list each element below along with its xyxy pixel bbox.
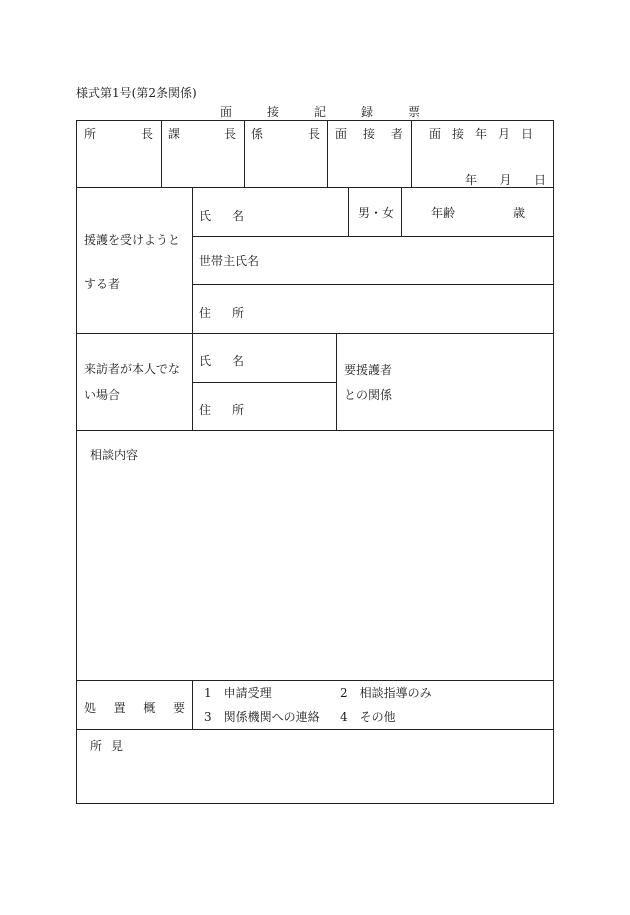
row-divider: [192, 236, 553, 237]
applicant-name-label: 氏 名: [199, 209, 244, 223]
visitor-label: い場合: [84, 388, 121, 402]
interview-date-label: 面 接 年 月 日: [429, 127, 533, 141]
section-chief-label: 課 長: [168, 127, 236, 141]
form-number: 様式第1号(第2条関係): [76, 86, 197, 100]
col-divider: [401, 187, 402, 236]
interview-date-units: 年 月 日: [465, 173, 546, 187]
row-divider: [77, 680, 553, 681]
visitor-name-label: 氏 名: [199, 354, 244, 368]
disposition-option: 4 その他: [340, 710, 396, 724]
disposition-option: 2 相談指導のみ: [340, 686, 432, 700]
consultation-label: 相談内容: [90, 448, 139, 462]
opinion-label: 所 見: [90, 739, 123, 753]
row-divider: [77, 430, 553, 431]
col-divider: [411, 121, 412, 187]
relation-label: との関係: [344, 388, 393, 402]
col-divider: [192, 680, 193, 729]
household-head-label: 世帯主氏名: [199, 254, 260, 268]
interview-record-form: [76, 120, 554, 804]
row-divider: [77, 333, 553, 334]
title-char: 面: [220, 105, 233, 119]
form-title: [220, 103, 420, 120]
row-divider: [192, 284, 553, 285]
relation-label: 要援護者: [344, 363, 393, 377]
row-divider: [77, 729, 553, 730]
disposition-option: 1 申請受理: [204, 686, 272, 700]
col-divider: [244, 121, 245, 187]
col-divider: [336, 333, 337, 430]
visitor-address-label: 住 所: [199, 403, 244, 417]
chief-label: 所 長: [84, 127, 153, 141]
disposition-label: 処 置 概 要: [84, 701, 185, 715]
age-label: 年齢: [431, 206, 456, 220]
col-divider: [161, 121, 162, 187]
subsection-chief-label: 係 長: [251, 127, 320, 141]
visitor-label: 来訪者が本人でな: [84, 362, 181, 376]
title-char: 票: [407, 105, 420, 119]
title-char: 録: [360, 105, 373, 119]
disposition-option: 3 関係機関への連絡: [204, 710, 320, 724]
applicant-label: 援護を受けようと: [84, 233, 181, 247]
col-divider: [348, 187, 349, 236]
applicant-label: する者: [84, 277, 121, 291]
title-char: 接: [266, 105, 279, 119]
col-divider: [192, 187, 193, 430]
row-divider: [192, 382, 336, 383]
col-divider: [327, 121, 328, 187]
age-unit: 歳: [513, 206, 526, 220]
sex-selector: 男・女: [358, 206, 395, 220]
title-char: 記: [313, 105, 326, 119]
interviewer-label: 面 接 者: [335, 127, 403, 141]
applicant-address-label: 住 所: [199, 306, 244, 320]
